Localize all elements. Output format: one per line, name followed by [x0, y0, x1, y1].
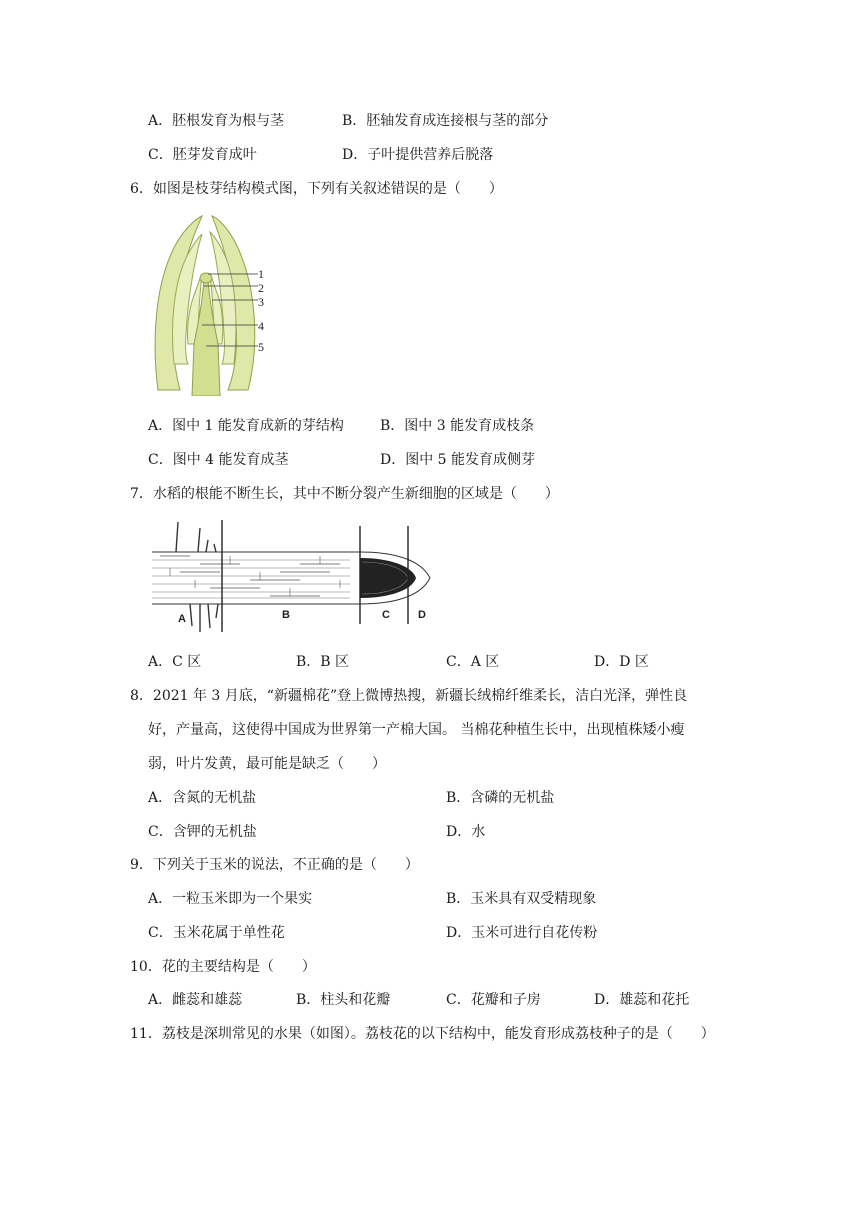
- q11-stem: 11．荔枝是深圳常见的水果（如图）。荔枝花的以下结构中，能发育形成荔枝种子的是（ ）: [130, 1026, 715, 1042]
- q8-stem-line-2: 好，产量高，这使得中国成为世界第一产棉大国。 当棉花种植生长中，出现植株矮小瘦: [148, 722, 685, 738]
- q7-option-c: C．A 区: [446, 654, 500, 670]
- q5-option-d: D．子叶提供营养后脱落: [342, 147, 494, 163]
- q7-stem: 7．水稻的根能不断生长，其中不断分裂产生新细胞的区域是（ ）: [130, 486, 559, 502]
- q5-option-c: C．胚芽发育成叶: [148, 147, 257, 163]
- q7-option-d: D．D 区: [594, 654, 649, 670]
- q8-stem-line-3: 弱，叶片发黄，最可能是缺乏（ ）: [148, 756, 386, 772]
- q6-stem: 6．如图是枝芽结构模式图，下列有关叙述错误的是（ ）: [130, 181, 503, 197]
- q9-option-d: D．玉米可进行自花传粉: [446, 925, 598, 941]
- root-label-d: D: [418, 609, 426, 621]
- q9-stem: 9．下列关于玉米的说法，不正确的是（ ）: [130, 857, 419, 873]
- root-label-b: B: [282, 609, 290, 621]
- q7-option-a: A．C 区: [148, 654, 202, 670]
- q6-option-c: C．图中 4 能发育成茎: [148, 452, 289, 468]
- q9-option-b: B．玉米具有双受精现象: [446, 891, 597, 907]
- q10-option-d: D．雄蕊和花托: [594, 992, 690, 1008]
- q9-option-c: C．玉米花属于单性花: [148, 925, 285, 941]
- bud-structure-figure: [148, 214, 274, 396]
- q10-option-b: B．柱头和花瓣: [296, 992, 391, 1008]
- q8-option-a: A．含氮的无机盐: [148, 790, 257, 806]
- bud-label-2: 2: [258, 281, 264, 295]
- q8-option-c: C．含钾的无机盐: [148, 824, 257, 840]
- q8-stem-line-1: 8．2021 年 3 月底，“新疆棉花”登上微博热搜，新疆长绒棉纤维柔长，洁白光泽，弹性良: [130, 688, 688, 704]
- root-label-c: C: [382, 609, 390, 621]
- q10-stem: 10．花的主要结构是（ ）: [130, 959, 316, 975]
- q10-option-c: C．花瓣和子房: [446, 992, 541, 1008]
- bud-label-5: 5: [258, 340, 264, 354]
- bud-label-1: 1: [258, 267, 264, 281]
- bud-label-3: 3: [258, 295, 264, 309]
- q10-option-a: A．雌蕊和雄蕊: [148, 992, 243, 1008]
- q9-option-a: A．一粒玉米即为一个果实: [148, 891, 313, 907]
- q5-option-a: A．胚根发育为根与茎: [148, 113, 285, 129]
- bud-label-4: 4: [258, 319, 264, 333]
- q8-option-b: B．含磷的无机盐: [446, 790, 555, 806]
- root-tip-figure: [150, 518, 440, 636]
- q8-option-d: D．水: [446, 824, 486, 840]
- q6-option-d: D．图中 5 能发育成侧芽: [380, 452, 536, 468]
- root-label-a: A: [178, 613, 186, 625]
- q7-option-b: B．B 区: [296, 654, 350, 670]
- q6-option-b: B．图中 3 能发育成枝条: [380, 418, 535, 434]
- q6-option-a: A．图中 1 能发育成新的芽结构: [148, 418, 344, 434]
- q5-option-b: B．胚轴发育成连接根与茎的部分: [342, 113, 549, 129]
